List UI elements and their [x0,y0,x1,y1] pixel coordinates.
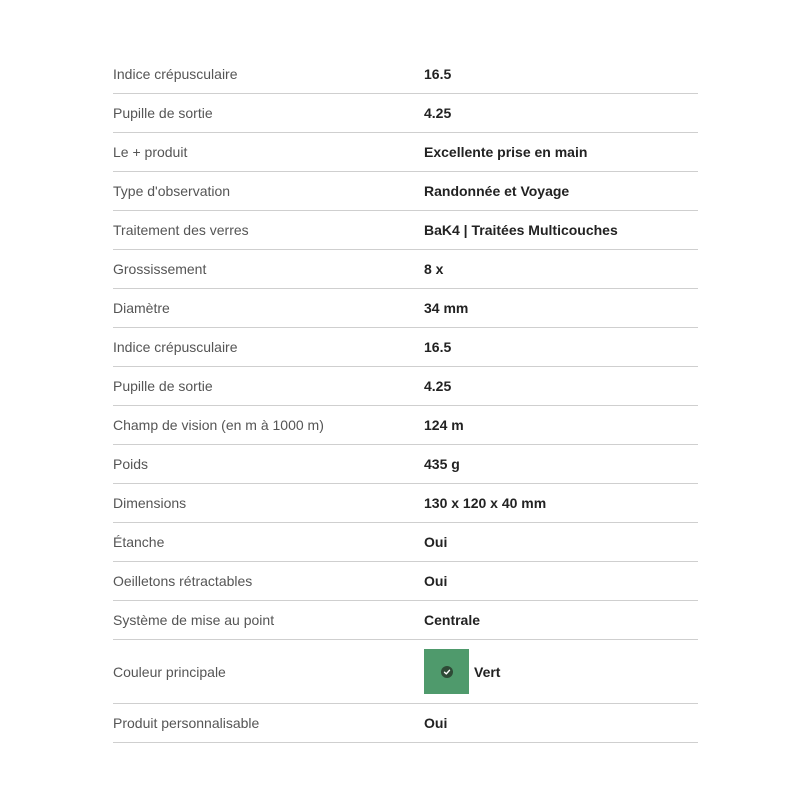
spec-label: Dimensions [113,495,187,511]
check-icon [441,666,453,678]
spec-row [113,133,698,172]
spec-row [113,484,698,523]
spec-value: Centrale [424,612,481,628]
spec-label: Oeilletons rétractables [113,573,253,589]
spec-value: 124 m [424,417,464,433]
spec-row [113,523,698,562]
spec-value: 130 x 120 x 40 mm [424,495,547,511]
spec-label: Système de mise au point [113,612,275,628]
spec-label: Pupille de sortie [113,105,213,121]
spec-row [113,328,698,367]
spec-label: Pupille de sortie [113,378,213,394]
spec-value: 8 x [424,261,444,277]
spec-value: 4.25 [424,105,452,121]
color-name: Vert [474,663,501,680]
spec-value: 4.25 [424,378,452,394]
spec-value: Excellente prise en main [424,144,588,160]
spec-row [113,601,698,640]
spec-row [113,172,698,211]
spec-label: Produit personnalisable [113,715,260,731]
spec-row [113,211,698,250]
spec-value: BaK4 | Traitées Multicouches [424,222,618,238]
spec-row [113,289,698,328]
spec-value: Randonnée et Voyage [424,183,570,199]
spec-label: Diamètre [113,300,170,316]
spec-label: Type d'observation [113,183,231,199]
spec-label: Le + produit [113,144,188,160]
color-swatch-vert[interactable] [424,649,469,694]
spec-table [113,55,698,743]
spec-label: Indice crépusculaire [113,339,238,355]
spec-label: Couleur principale [113,663,226,680]
spec-value: Oui [424,534,448,550]
spec-row [113,445,698,484]
spec-label: Champ de vision (en m à 1000 m) [113,417,324,433]
spec-row [113,367,698,406]
spec-value: Oui [424,715,448,731]
spec-label: Traitement des verres [113,222,249,238]
spec-label: Poids [113,456,149,472]
spec-row [113,704,698,743]
spec-row [113,55,698,94]
spec-value: Oui [424,573,448,589]
spec-label: Indice crépusculaire [113,66,238,82]
spec-value: 435 g [424,456,460,472]
spec-label: Grossissement [113,261,207,277]
spec-row [113,562,698,601]
spec-row [113,406,698,445]
spec-label: Étanche [113,534,165,550]
spec-value: 16.5 [424,66,452,82]
spec-row [113,94,698,133]
spec-value: 34 mm [424,300,469,316]
spec-row [113,250,698,289]
color-option [424,649,500,694]
spec-row-color [113,640,698,704]
spec-value: 16.5 [424,339,452,355]
